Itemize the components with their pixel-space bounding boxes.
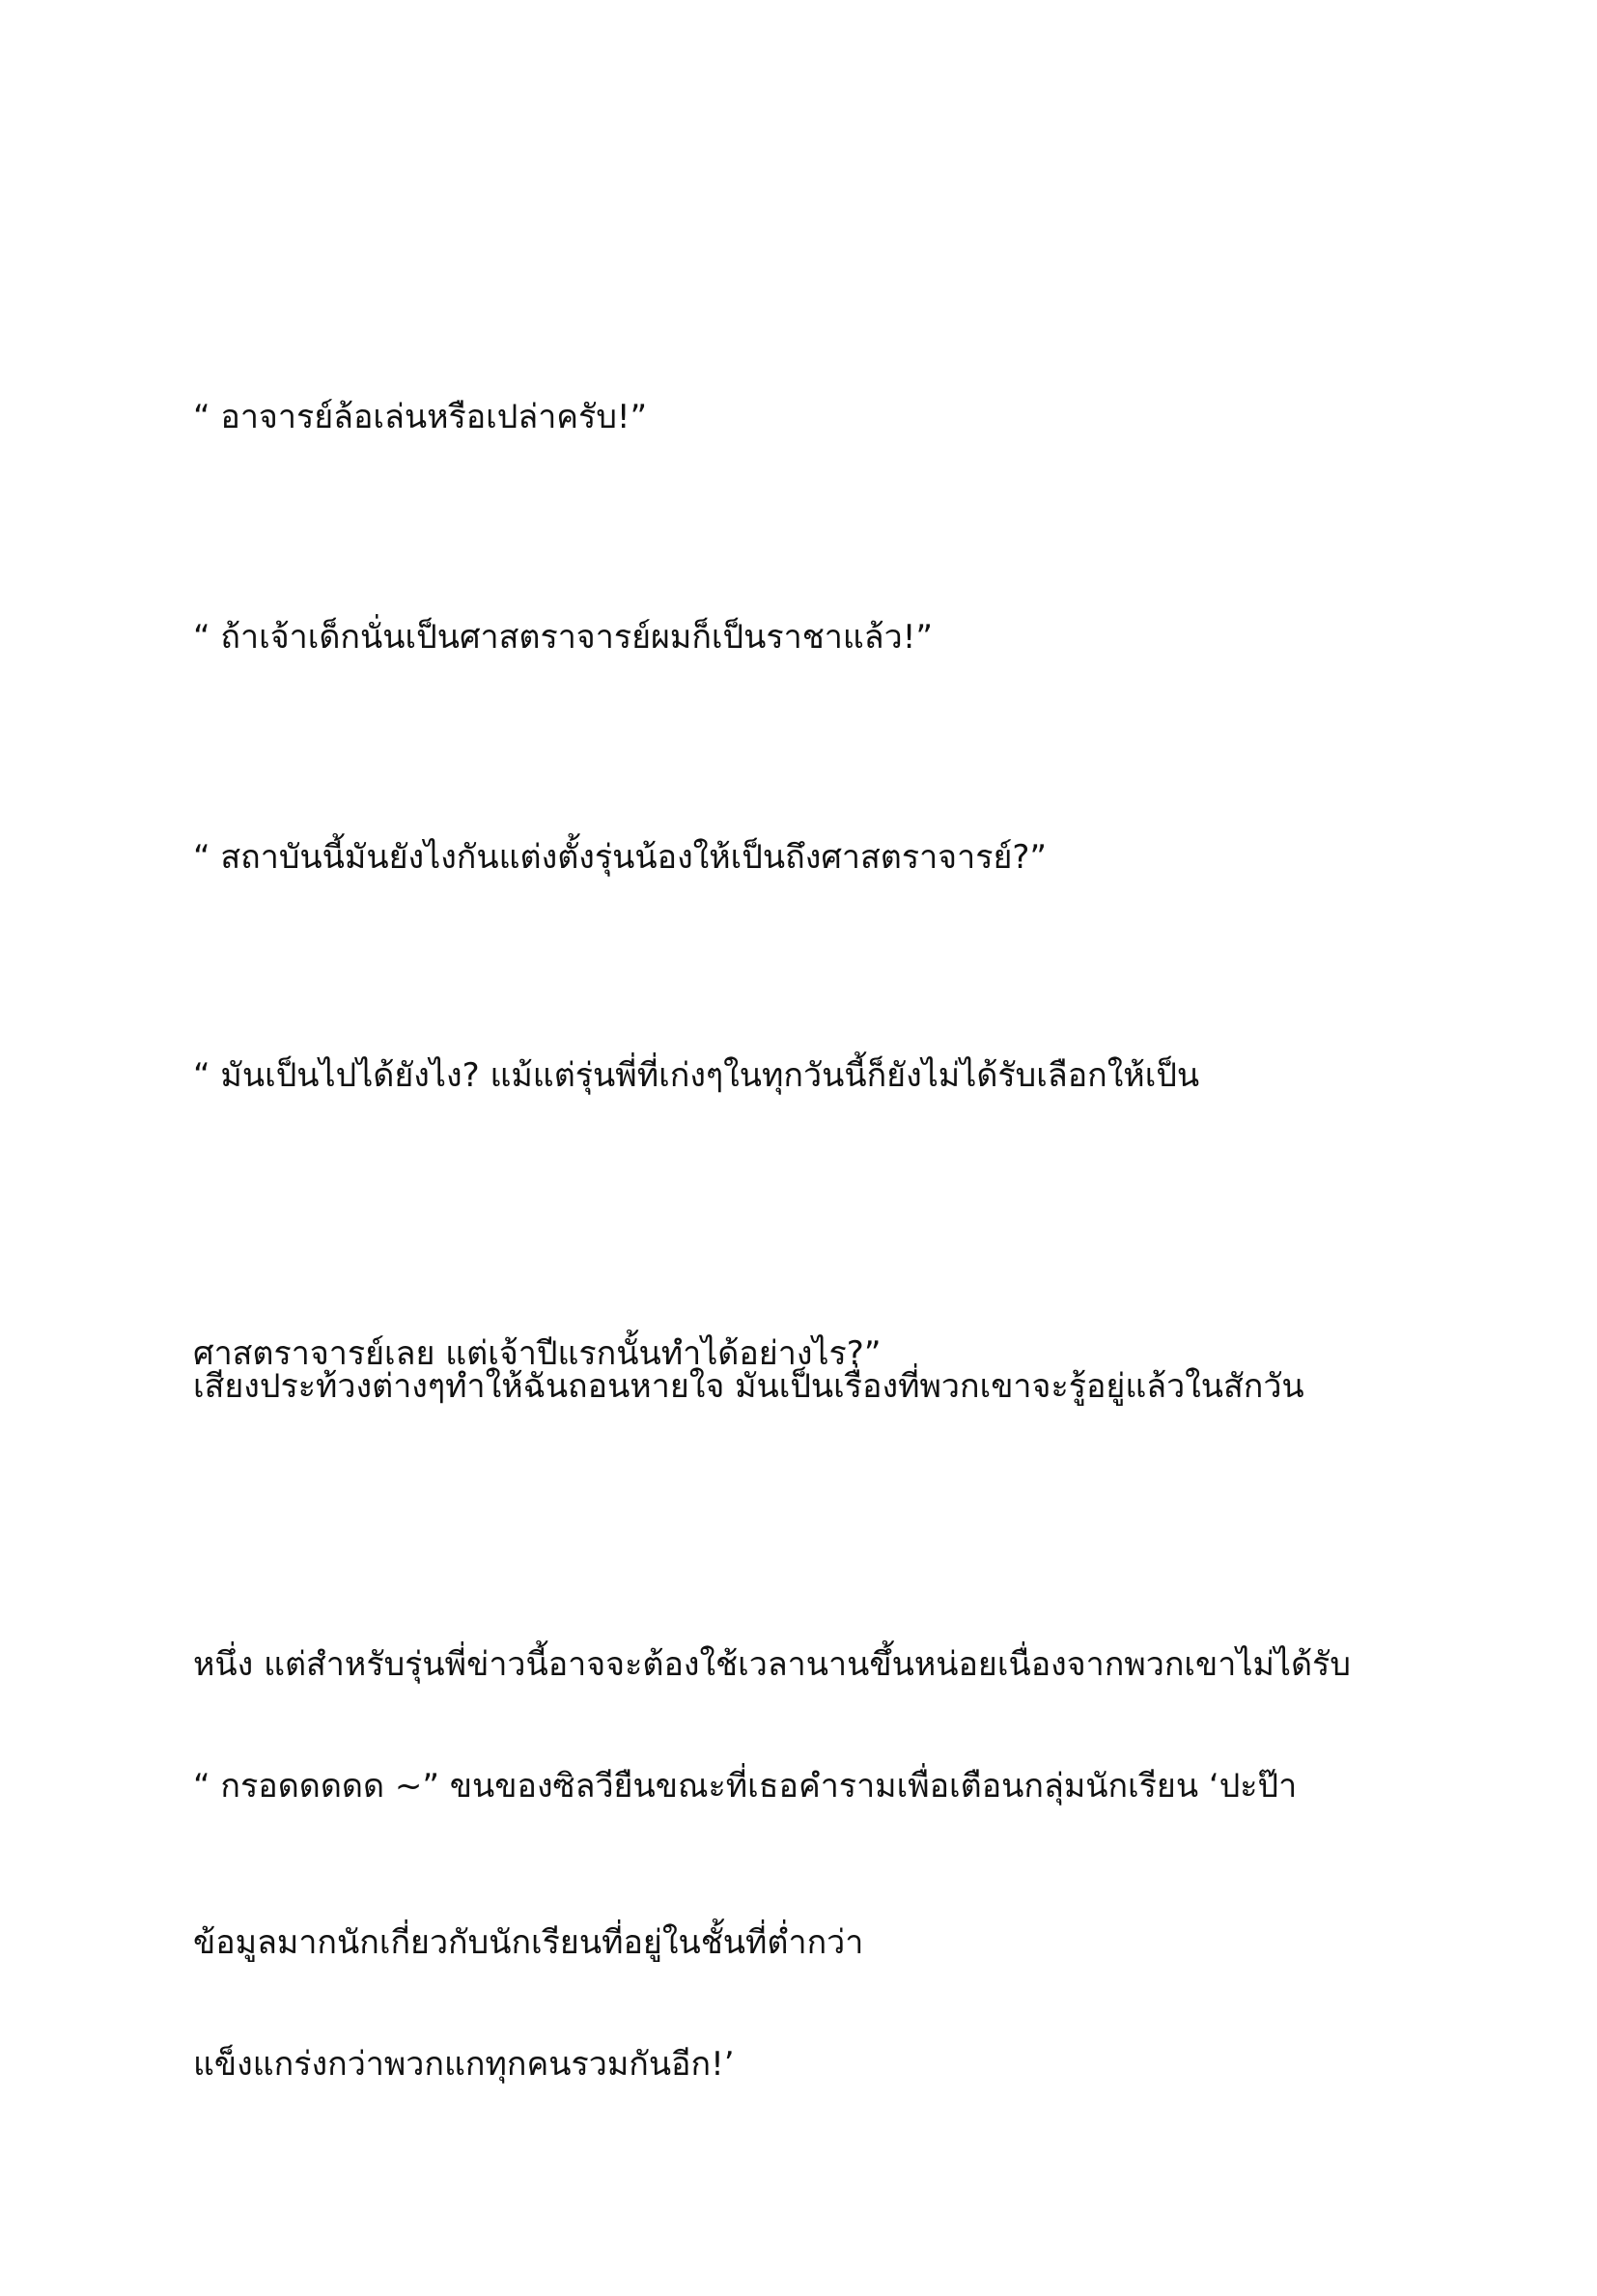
text-line: “ ถ้าเจ้าเด็กนั่นเป็นศาสตราจารย์ผมก็เป็นราชาแล้ว!”	[193, 618, 933, 657]
text-line: “ อาจารย์ล้อเล่นหรือเปล่าครับ!”	[193, 398, 648, 436]
text-line: เสียงประท้วงต่างๆทำให้ฉันถอนหายใจ มันเป็นเรื่องที่พวกเขาจะรู้อยู่แล้วในสักวัน	[193, 1367, 1304, 1406]
text-line: “ สถาบันนี้มันยังไงกันแต่งตั้งรุ่นน้องให้เป็นถึงศาสตราจารย์?”	[193, 838, 1048, 877]
text-line: “ กรอดดดดด ~” ขนของซิลวียืนขณะที่เธอคำรามเพื่อเตือนกลุ่มนักเรียน ‘ปะป๊า	[193, 1767, 1298, 1806]
dialogue-paragraph-5	[193, 1554, 1448, 2296]
text-line: “ มันเป็นไปได้ยังไง? แม้แต่รุ่นพี่ที่เก่งๆในทุกวันนี้ก็ยังไม่ได้รับเลือกให้เป็น	[193, 1056, 1200, 1095]
text-line: แข็งแกร่งกว่าพวกแกทุกคนรวมกันอีก!’	[193, 2045, 735, 2084]
text-line: ข้อมูลมากนักเกี่ยวกับนักเรียนที่อยู่ในชั้นที่ต่ำกว่า	[193, 1923, 864, 1962]
text-line: ศาสตราจารย์เลย แต่เจ้าปีแรกนั้นทำได้อย่างไร?”	[193, 1334, 882, 1373]
text-line: หนึ่ง แต่สำหรับรุ่นพี่ข่าวนี้อาจจะต้องใช้เวลานานขึ้นหน่อยเนื่องจากพวกเขาไม่ได้รับ	[193, 1645, 1351, 1684]
